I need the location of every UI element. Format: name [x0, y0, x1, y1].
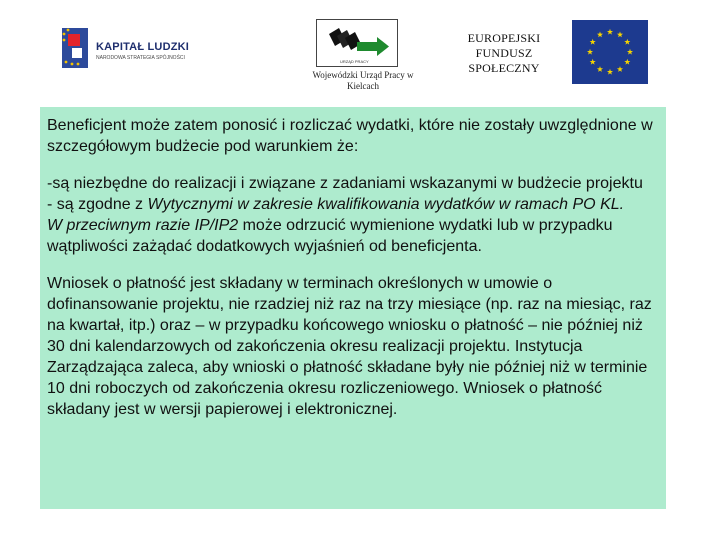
guidelines-reference: Wytycznymi w zakresie kwalifikowania wydatków w ramach PO KL. [147, 196, 625, 213]
wup-label: Wojewódzki Urząd Pracy w Kielcach [312, 70, 414, 91]
kapital-ludzki-title: KAPITAŁ LUDZKI [96, 41, 190, 53]
condition-2-prefix: - są zgodne z [47, 196, 148, 213]
payment-request-paragraph: Wniosek o płatność jest składany w terminach określonych w umowie o dofinansowanie projektu, nie rzadziej niż raz na trzy miesiące (np. raz na miesiąc, raz na kwartał, itp.) oraz – w przypadku końcowego wniosku o płatność – nie później niż 30 dni kalendarzowych od zakończenia okresu realizacji projektu. Instytucja Zarządzająca zaleca, aby wnioski o płatność składane były nie później niż w terminie 10 dni roboczych od zakończenia okresu rozliczeniowego. Wniosek o płatność składany jest w wersji papierowej i elektronicznej. [47, 275, 652, 418]
eu-flag-icon [572, 20, 648, 84]
intro-paragraph: Beneficjent może zatem ponosić i rozliczać wydatki, które nie zostały uwzględnione w szczegółowym budżecie pod warunkiem że: [47, 117, 653, 155]
condition-2 [47, 194, 658, 215]
content-panel [40, 107, 666, 509]
condition-3-rest: może odrzucić wymienione wydatki lub w przypadku wątpliwości zażądać dodatkowych wyjaśnień od beneficjenta. [47, 217, 613, 255]
condition-3-italic: W przeciwnym razie IP/IP2 [47, 217, 239, 234]
efs-line-3: SPOŁECZNY [468, 61, 540, 75]
efs-line-1: EUROPEJSKI [467, 31, 541, 45]
efs-text [452, 31, 556, 76]
wup-tiny-text: URZĄD PRACY [340, 59, 369, 64]
efs-line-2: FUNDUSZ [475, 46, 533, 60]
condition-1: -są niezbędne do realizacji i związane z zadaniami wskazanymi w budżecie projektu [47, 175, 643, 192]
condition-3 [47, 215, 658, 257]
kapital-ludzki-subtitle: NARODOWA STRATEGIA SPÓJNOŚCI [96, 55, 185, 61]
